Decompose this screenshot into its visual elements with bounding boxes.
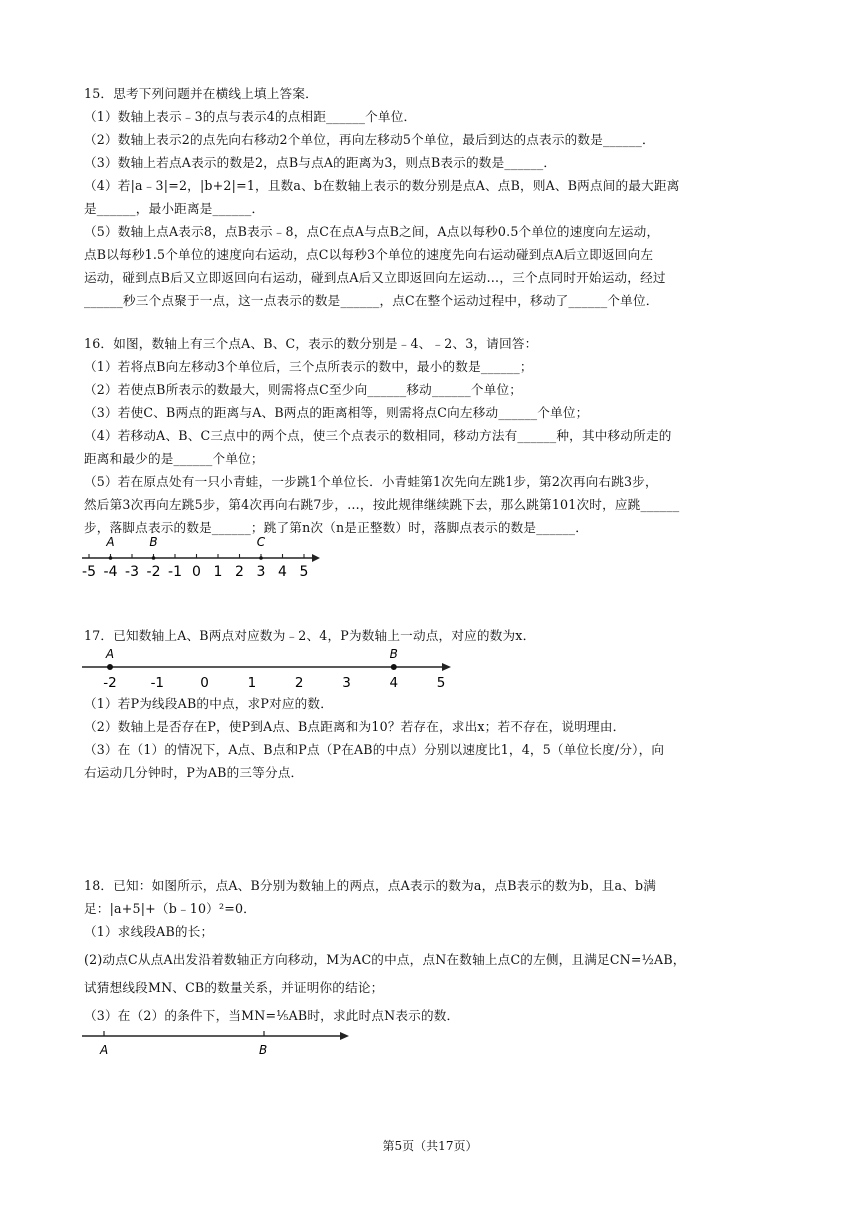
tick-label: -2 bbox=[103, 675, 117, 691]
tick-label: -5 bbox=[82, 564, 96, 580]
point-b-label: B bbox=[389, 647, 398, 661]
tick-label: 3 bbox=[342, 675, 351, 691]
tick-label: 5 bbox=[436, 675, 446, 691]
point-a-label: A bbox=[106, 535, 115, 549]
q18-condition: 足：|a+5|+（b﹣10）²=0． bbox=[84, 901, 256, 916]
point-b-label: B bbox=[149, 535, 158, 549]
tick-label: 3 bbox=[256, 564, 266, 580]
q17-part2: （2）数轴上是否存在P，使P到A点、B点距离和为10？若存在，求出x；若不存在，说明理由． bbox=[84, 719, 626, 734]
q16-part2: （2）若使点B所表示的数最大，则需将点C至少向______移动______个单位； bbox=[84, 382, 523, 397]
q18-part1: （1）求线段AB的长； bbox=[84, 924, 214, 939]
tick-label: -1 bbox=[168, 564, 182, 580]
q16-number-line bbox=[80, 530, 320, 580]
q15-part2: （2）数轴上表示2的点先向右移动2个单位，再向左移动5个单位，最后到达的点表示的数是______． bbox=[84, 132, 655, 147]
q17-number-line bbox=[80, 645, 460, 695]
q18-part2-line1: (2)动点C从点A出发沿着数轴正方向移动，M为AC的中点，点N在数轴上点C的左侧，且满足CN=½AB， bbox=[84, 952, 686, 967]
point-a-marker bbox=[107, 664, 113, 670]
q15-part5-line2: 点B以每秒1.5个单位的速度向右运动，点C以每秒3个单位的速度先向右运动碰到点A后立即返回向左 bbox=[84, 247, 654, 262]
tick-label: 4 bbox=[278, 564, 287, 580]
q16-part5-line2: 然后第3次再向左跳5步，第4次再向右跳7步，…，按此规律继续跳下去，那么跳第101次时，应跳______ bbox=[84, 497, 680, 512]
q17-axis-arrow-icon bbox=[442, 663, 451, 671]
q16-title: 16．如图，数轴上有三个点A、B、C，表示的数分别是﹣4、﹣2、3，请回答： bbox=[84, 336, 538, 351]
q17-part3-line1: （3）在（1）的情况下，A点、B点和P点（P在AB的中点）分别以速度比1，4，5（单位长度/分），向 bbox=[84, 742, 665, 757]
tick-label: 0 bbox=[200, 675, 209, 691]
q15-part3: （3）数轴上若点A表示的数是2，点B与点A的距离为3，则点B表示的数是______． bbox=[84, 155, 557, 170]
q18-point-a-label: A bbox=[100, 1043, 109, 1057]
q18-point-b-label: B bbox=[259, 1043, 268, 1057]
tick-label: -3 bbox=[125, 564, 139, 580]
q16-part5-line1: （5）若在原点处有一只小青蛙，一步跳1个单位长．小青蛙第1次先向左跳1步，第2次再向右跳3步， bbox=[84, 474, 658, 489]
point-a-label: A bbox=[105, 647, 115, 661]
q17-title: 17．已知数轴上A、B两点对应数为﹣2、4，P为数轴上一动点，对应的数为x． bbox=[84, 628, 536, 643]
point-a-marker bbox=[109, 556, 113, 560]
tick-label: 1 bbox=[247, 675, 257, 691]
q18-part2-line2: 试猜想线段MN、CB的数量关系，并证明你的结论； bbox=[84, 980, 384, 995]
tick-label: 5 bbox=[299, 564, 309, 580]
q15-part4-line1: （4）若|a﹣3|=2，|b+2|=1，且数a、b在数轴上表示的数分别是点A、点B，则A、B两点间的最大距离 bbox=[84, 178, 680, 193]
tick-label: 4 bbox=[389, 675, 399, 691]
tick-label: -2 bbox=[146, 564, 161, 580]
q16-part4-line1: （4）若移动A、B、C三点中的两个点，使三个点表示的数相同，移动方法有______种，其中移动所走的 bbox=[84, 428, 672, 443]
tick-label: 0 bbox=[192, 564, 201, 580]
q18-axis-arrow-icon bbox=[340, 1032, 349, 1040]
point-b-marker bbox=[152, 556, 156, 560]
tick-label: 2 bbox=[235, 564, 244, 580]
q17-part1: （1）若P为线段AB的中点，求P对应的数． bbox=[84, 696, 334, 711]
point-b-marker bbox=[391, 664, 397, 670]
q16-axis-arrow-icon bbox=[312, 554, 320, 562]
q16-part3: （3）若使C、B两点的距离与A、B两点的距离相等，则需将点C向左移动______个单位； bbox=[84, 405, 589, 420]
q18-number-line bbox=[80, 1025, 360, 1061]
point-c-marker bbox=[259, 556, 263, 560]
q15-title: 15．思考下列问题并在横线上填上答案． bbox=[84, 86, 318, 101]
tick-label: 2 bbox=[294, 675, 304, 691]
q15-part5-line3: 运动，碰到点B后又立即返回向右运动，碰到点A后又立即返回向左运动…，三个点同时开始运动，经过 bbox=[84, 270, 666, 285]
q18-part3: （3）在（2）的条件下，当MN=⅕AB时，求此时点N表示的数． bbox=[84, 1008, 460, 1023]
q18-title: 18．已知：如图所示，点A、B分别为数轴上的两点，点A表示的数为a，点B表示的数为b，且a、b满 bbox=[84, 878, 657, 893]
q15-part5-line4: ______秒三个点聚于一点，这一点表示的数是______，点C在整个运动过程中，移动了______个单位． bbox=[84, 293, 659, 308]
tick-label: -4 bbox=[103, 564, 118, 580]
q15-part4-line2: 是______，最小距离是______． bbox=[84, 201, 265, 216]
tick-label: 1 bbox=[213, 564, 223, 580]
q15-part5-line1: （5）数轴上点A表示8，点B表示﹣8，点C在点A与点B之间，A点以每秒0.5个单位的速度向左运动， bbox=[84, 224, 660, 239]
page-footer: 第5页（共17页） bbox=[382, 1139, 478, 1153]
q16-part4-line2: 距离和最少的是______个单位； bbox=[84, 451, 264, 466]
q15-part1: （1）数轴上表示﹣3的点与表示4的点相距______个单位． bbox=[84, 109, 417, 124]
q17-part3-line2: 右运动几分钟时，P为AB的三等分点． bbox=[84, 765, 304, 780]
q16-part1: （1）若将点B向左移动3个单位后，三个点所表示的数中，最小的数是______； bbox=[84, 359, 533, 374]
point-c-label: C bbox=[256, 535, 266, 549]
tick-label: -1 bbox=[150, 675, 165, 691]
q16-part5-line3: 步，落脚点表示的数是______；跳了第n次（n是正整数）时，落脚点表示的数是______． bbox=[84, 520, 588, 535]
